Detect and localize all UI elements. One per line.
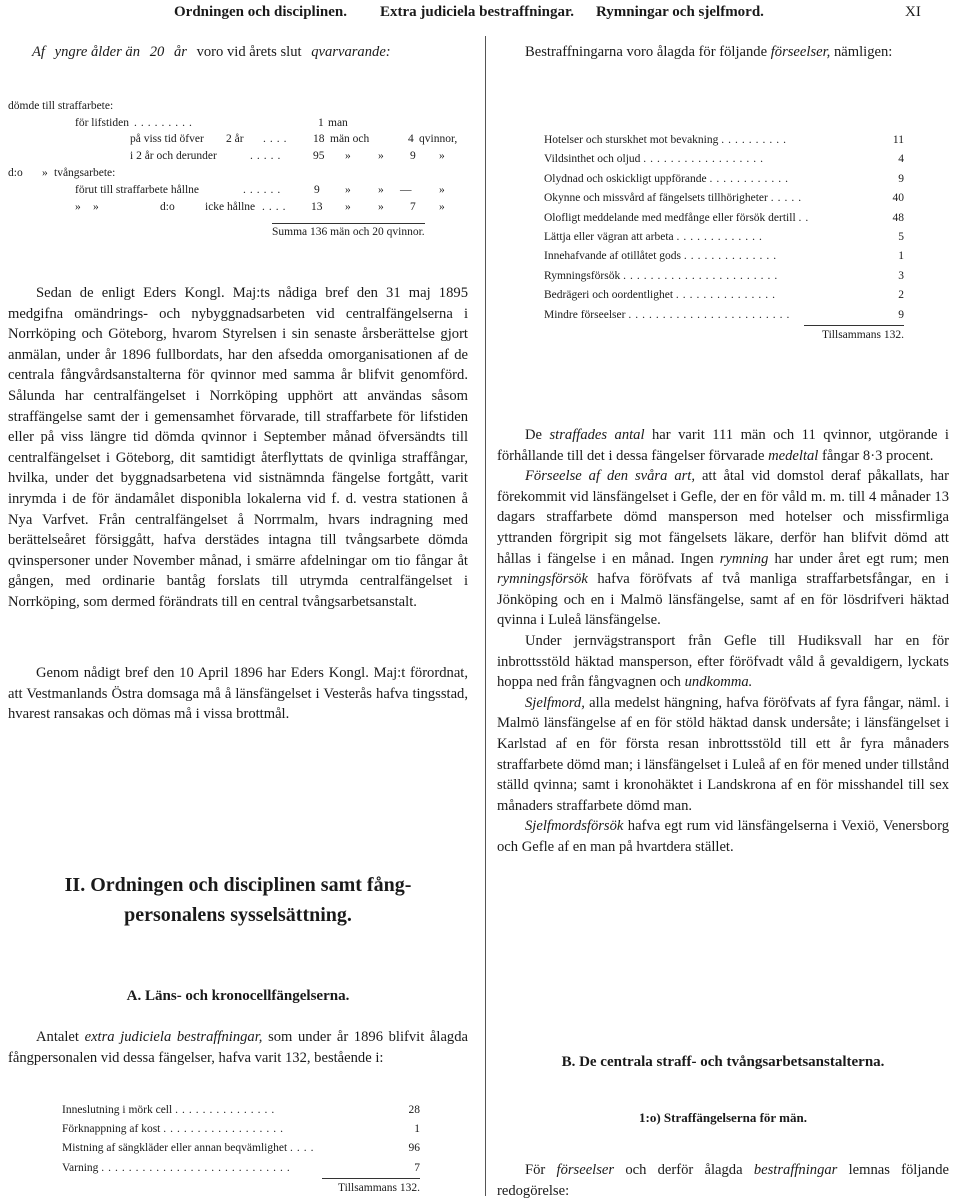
right-text-body — [497, 425, 949, 857]
subsection-b1-title: 1:o) Straffängelserna för män. — [638, 1110, 807, 1125]
offence-row: Okynne och missvård af fängelsets tillhörigheter ..... 40 — [544, 192, 904, 205]
offences-table — [544, 131, 904, 345]
running-header-middle: Extra judiciela bestraffningar. — [380, 4, 575, 20]
paragraph-punished-count: De straffades antal har varit 111 män och 11 qvinnor, utgörande i förhållande till det i dessa fängelser förvarade medeltal fångar 8·3 procent. — [497, 427, 949, 464]
running-header-left: Ordningen och disciplinen. — [174, 4, 347, 20]
offence-row: Rymningsförsök ....................... 3 — [544, 269, 904, 282]
offence-row: Vildsinthet och oljud .................. 4 — [544, 153, 904, 166]
paragraph-suicides: Sjelfmord, alla medelst hängning, hafva föröfvats af fyra fångar, näml. i Malmö länsfängelse af en för stöld häktad dansk undersåte; i länsfängelset i Karlstad af en för första resan inbrottsstöld till ett år fyra månaders straffarbete dömd man; i länsfängelset i Luleå af en för mened under tillstånd ställd qvinna; samt i kronohäktet i Landskrona af en för misshandel till sex månaders straffarbete dömd man. — [497, 694, 949, 814]
offence-row: Bedrägeri och oordentlighet ............... 2 — [544, 289, 904, 302]
offence-row: Olofligt meddelande med medfånge eller försök dertill .. 48 — [544, 211, 904, 224]
running-header-right: Rymningar och sjelfmord. — [596, 4, 764, 20]
paragraph-reorganisation: Sedan de enligt Eders Kongl. Maj:ts nådiga bref den 31 maj 1895 medgifna omändrings- och nybyggnadsarbeten vid centralfängelserna i Norrköping och Göteborg, hvarom Styrelsen i sin senaste årsberättelse gjort anmälan, under år 1896 fullbordats, har den afsedda omorganisationen af de centrala fångvårdsanstalterna för qvinnor med samma år blifvit genomförd. Sålunda har centralfängelset i Norrköping upphört att användas såsom straffängelse samt der i gemensamhet förvarade, till straffarbete för lifstiden eller på viss längre tid dömda qvinnor i September månad öfversändts till centralfängelset i Göteborg, dit samtidigt återflyttats de qvinliga straffångar, hvilka, under det byggnadsarbetena vid sistnämnda fängelse fortgått, varit inrymda i de för ändamålet disponibla lokalerna vid f. d. vestra stationen å Nya Varfvet. Från centralfängelset å Norrmalm, hvars indragning med berättelseåret försiggått, hafva derstädes intagna till tvångsarbete dömda qvinspersoner under November månad, i smärre afdelningar om tio fångar åt gången, med ordinarie bantåg forslats till utrymda centralfängelset i Norrköping, som dermed förändrats till en central tvångsarbetsanstalt. — [8, 285, 468, 610]
subsection-a-title: A. Läns- och kronocellfängelserna. — [126, 988, 350, 1004]
page-number: XI — [905, 4, 921, 20]
offence-row: Lättja eller vägran att arbeta ............. 5 — [544, 231, 904, 244]
offences-intro: Bestraffningarna voro ålagda för följande förseelser, nämligen: — [525, 44, 893, 60]
punishments-total: Tillsammans 132. — [322, 1178, 420, 1198]
punishment-row: Varning ............................ 7 — [62, 1161, 420, 1174]
offences-total: Tillsammans 132. — [804, 325, 904, 345]
paragraph-punishments-intro: Antalet extra judiciela bestraffningar, som under år 1896 blifvit ålagda fångpersonalen vid dessa fängelser, hafva varit 132, bestående i: — [8, 1029, 468, 1066]
offence-row: Mindre förseelser ........................ 9 — [544, 308, 904, 321]
punishment-row: Mistning af sängkläder eller annan beqvämlighet .... 96 — [62, 1142, 420, 1155]
offence-row: Olydnad och oskickligt uppförande ............ 9 — [544, 172, 904, 185]
punishment-row: Inneslutning i mörk cell ............... 28 — [62, 1104, 420, 1116]
age-intro: Af yngre ålder än 20 år voro vid årets slut qvarvarande: — [32, 44, 391, 60]
subsection-b-title: B. De centrala straff- och tvångsarbetsanstalterna. — [561, 1054, 885, 1070]
offence-row: Innehafvande af otillåtet gods .............. 1 — [544, 250, 904, 263]
paragraph-escape-transport: Under jernvägstransport från Gefle till Hudiksvall har en för inbrottsstöld häktad mansperson, efter föröfvadt våld å gevaldigern, lyckats hoppa ned från fångvagnen och undkomma. — [497, 632, 949, 691]
paragraph-suicide-attempts: Sjelfmordsförsök hafva egt rum vid länsfängelserna i Vexiö, Venersborg och Gefle af en man på hvartdera stället. — [497, 818, 949, 855]
offence-row: Hotelser och sturskhet mot bevakning .......... 11 — [544, 134, 904, 146]
punishments-table — [62, 1101, 420, 1198]
section-title-ii: II. Ordningen och disciplinen samt fång- personalens sysselsättning. — [64, 874, 412, 926]
punishment-row: Förknappning af kost .................. 1 — [62, 1123, 420, 1136]
column-divider — [485, 36, 486, 1196]
paragraph-vasteras: Genom nådigt bref den 10 April 1896 har Eders Kongl. Maj:t förordnat, att Vestmanlands Östra domsaga må å länsfängelset i Vesterås hafva tingsstad, hvarest ransakas och dömas må i vissa brottmål. — [8, 665, 468, 723]
paragraph-serious-offence: Förseelse af den svåra art, att åtal vid domstol deraf påkallats, har förekommit vid länsfängelset i Gefle, der en för våld m. m. till 4 månader 13 dagars straffarbete dömd mansperson med hotelser och missfirmliga yttranden förgripit sig mot fängelsets läkare, derför han blifvit dömd att hållas i fängelse i en månad. Ingen rymning har under året egt rum; men rymningsförsök hafva föröfvats af två manliga straffarbetsfångar, en i Jönköping och en i Malmö länsfängelse, samt af en för lösdrifveri häktad qvinna i Luleå länsfängelse. — [497, 468, 949, 629]
paragraph-b-intro: För förseelser och derför ålagda bestraffningar lemnas följande redogörelse: — [497, 1162, 949, 1199]
